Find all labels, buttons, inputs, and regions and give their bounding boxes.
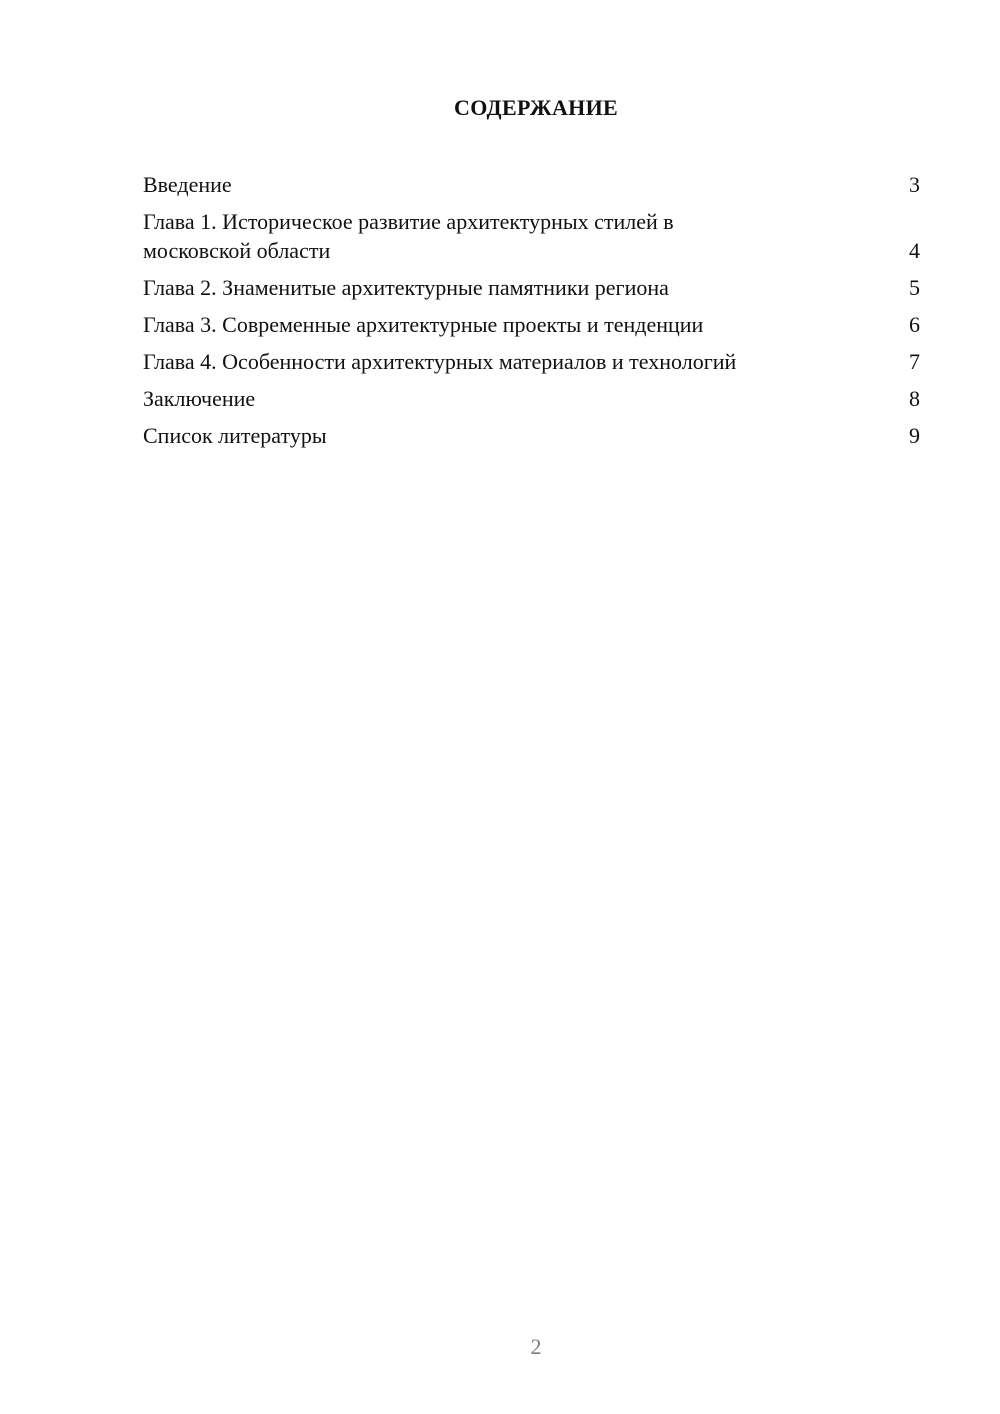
toc-item-page: 9 <box>909 423 920 448</box>
toc-item-page: 4 <box>909 238 920 263</box>
toc-item-page: 6 <box>909 312 920 337</box>
table-of-contents <box>143 170 920 458</box>
toc-item <box>143 170 920 199</box>
page-title: СОДЕРЖАНИЕ <box>454 95 618 120</box>
toc-item-title: Введение <box>143 172 232 197</box>
toc-item <box>143 310 920 339</box>
toc-item-page: 3 <box>909 172 920 197</box>
page-number: 2 <box>530 1334 542 1359</box>
toc-item-title: Глава 4. Особенности архитектурных материалов и технологий <box>143 349 737 374</box>
toc-item <box>143 421 920 450</box>
toc-item-title: Список литературы <box>143 423 327 448</box>
toc-item <box>143 273 920 302</box>
toc-item <box>143 384 920 413</box>
toc-item-page: 7 <box>909 349 920 374</box>
toc-item <box>143 347 920 376</box>
toc-item-page: 5 <box>909 275 920 300</box>
toc-item-title: Заключение <box>143 386 256 411</box>
toc-item-page: 8 <box>909 386 920 411</box>
toc-item-title: Глава 2. Знаменитые архитектурные памятники региона <box>143 275 669 300</box>
toc-item-title: Глава 3. Современные архитектурные проекты и тенденции <box>143 312 704 337</box>
toc-item-title: Глава 1. Историческое развитие архитектурных стилей в московской области <box>143 209 674 263</box>
toc-item <box>143 207 920 265</box>
